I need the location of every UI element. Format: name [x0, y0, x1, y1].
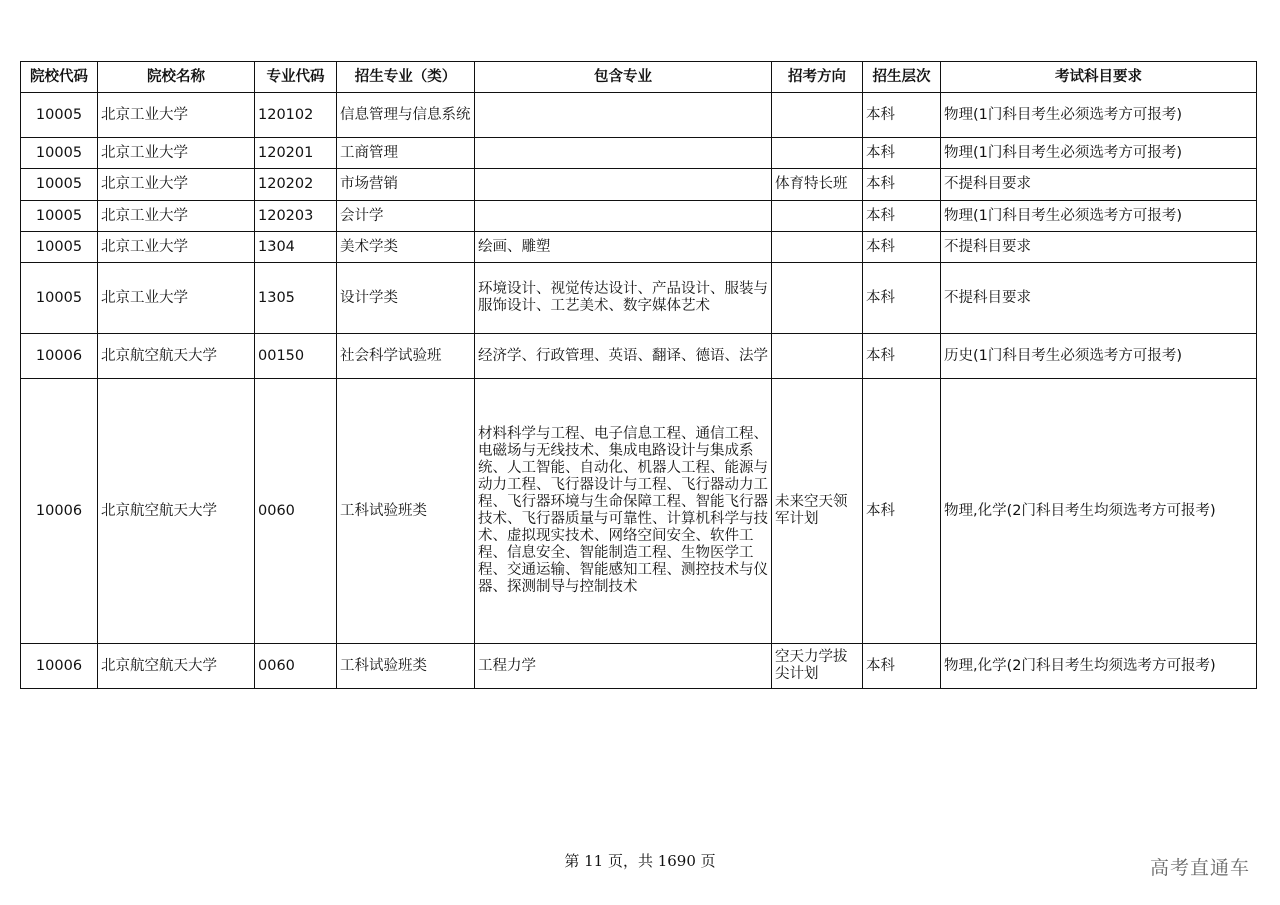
school-name-cell: 北京工业大学	[98, 201, 255, 232]
major-category-cell: 工科试验班类	[337, 379, 475, 644]
major-code-cell: 1304	[255, 232, 337, 263]
school-code-cell: 10006	[21, 379, 98, 644]
major-code-cell: 120203	[255, 201, 337, 232]
school-code-cell: 10005	[21, 93, 98, 138]
major-category-cell: 会计学	[337, 201, 475, 232]
level-cell: 本科	[863, 379, 941, 644]
level-cell: 本科	[863, 93, 941, 138]
major-category-cell: 工商管理	[337, 138, 475, 169]
major-category-cell: 信息管理与信息系统	[337, 93, 475, 138]
major-code-cell: 00150	[255, 334, 337, 379]
header-school-code: 院校代码	[21, 62, 98, 93]
direction-cell: 体育特长班	[772, 169, 863, 201]
school-name-cell: 北京航空航天大学	[98, 334, 255, 379]
school-code-cell: 10005	[21, 201, 98, 232]
level-cell: 本科	[863, 169, 941, 201]
table-row	[21, 201, 1257, 232]
major-category-cell: 美术学类	[337, 232, 475, 263]
major-code-cell: 0060	[255, 644, 337, 689]
school-code-cell: 10006	[21, 334, 98, 379]
school-name-cell: 北京航空航天大学	[98, 644, 255, 689]
school-code-cell: 10005	[21, 169, 98, 201]
school-name-cell: 北京航空航天大学	[98, 379, 255, 644]
header-direction: 招考方向	[772, 62, 863, 93]
table-row	[21, 644, 1257, 689]
header-level: 招生层次	[863, 62, 941, 93]
major-category-cell: 设计学类	[337, 263, 475, 334]
direction-cell	[772, 334, 863, 379]
school-name-cell: 北京工业大学	[98, 232, 255, 263]
school-code-cell: 10005	[21, 138, 98, 169]
included-majors-cell	[475, 93, 772, 138]
watermark-text: 高考直通车	[1149, 857, 1250, 879]
included-majors-cell: 经济学、行政管理、英语、翻译、德语、法学	[475, 334, 772, 379]
table-row	[21, 93, 1257, 138]
direction-cell: 空天力学拔尖计划	[772, 644, 863, 689]
included-majors-cell: 工程力学	[475, 644, 772, 689]
header-school-name: 院校名称	[98, 62, 255, 93]
admissions-table	[20, 61, 1257, 689]
level-cell: 本科	[863, 263, 941, 334]
header-included-majors: 包含专业	[475, 62, 772, 93]
table-row	[21, 379, 1257, 644]
major-category-cell: 工科试验班类	[337, 644, 475, 689]
direction-cell: 未来空天领军计划	[772, 379, 863, 644]
included-majors-cell	[475, 169, 772, 201]
subject-requirement-cell: 不提科目要求	[941, 169, 1257, 201]
header-major-category: 招生专业（类）	[337, 62, 475, 93]
direction-cell	[772, 232, 863, 263]
included-majors-cell	[475, 201, 772, 232]
level-cell: 本科	[863, 138, 941, 169]
direction-cell	[772, 201, 863, 232]
major-code-cell: 120201	[255, 138, 337, 169]
school-name-cell: 北京工业大学	[98, 138, 255, 169]
included-majors-cell	[475, 138, 772, 169]
header-row	[21, 62, 1257, 93]
table-row	[21, 138, 1257, 169]
major-code-cell: 120102	[255, 93, 337, 138]
page-number: 第 11 页，共 1690 页	[564, 852, 716, 870]
table-row	[21, 169, 1257, 201]
school-code-cell: 10005	[21, 232, 98, 263]
subject-requirement-cell: 物理,化学(2门科目考生均须选考方可报考)	[941, 379, 1257, 644]
table-row	[21, 232, 1257, 263]
subject-requirement-cell: 不提科目要求	[941, 232, 1257, 263]
school-code-cell: 10005	[21, 263, 98, 334]
direction-cell	[772, 263, 863, 334]
school-name-cell: 北京工业大学	[98, 93, 255, 138]
direction-cell	[772, 93, 863, 138]
subject-requirement-cell: 物理(1门科目考生必须选考方可报考)	[941, 93, 1257, 138]
subject-requirement-cell: 物理,化学(2门科目考生均须选考方可报考)	[941, 644, 1257, 689]
included-majors-cell: 环境设计、视觉传达设计、产品设计、服装与服饰设计、工艺美术、数字媒体艺术	[475, 263, 772, 334]
school-name-cell: 北京工业大学	[98, 169, 255, 201]
major-category-cell: 市场营销	[337, 169, 475, 201]
subject-requirement-cell: 不提科目要求	[941, 263, 1257, 334]
subject-requirement-cell: 物理(1门科目考生必须选考方可报考)	[941, 138, 1257, 169]
school-name-cell: 北京工业大学	[98, 263, 255, 334]
header-major-code: 专业代码	[255, 62, 337, 93]
included-majors-cell: 材料科学与工程、电子信息工程、通信工程、电磁场与无线技术、集成电路设计与集成系统、人工智能、自动化、机器人工程、能源与动力工程、飞行器设计与工程、飞行器动力工程、飞行器环境与生命保障工程、智能飞行器技术、飞行器质量与可靠性、计算机科学与技术、虚拟现实技术、网络空间安全、软件工程、信息安全、智能制造工程、生物医学工程、交通运输、智能感知工程、测控技术与仪器、探测制导与控制技术	[475, 379, 772, 644]
subject-requirement-cell: 物理(1门科目考生必须选考方可报考)	[941, 201, 1257, 232]
major-category-cell: 社会科学试验班	[337, 334, 475, 379]
table-row	[21, 334, 1257, 379]
direction-cell	[772, 138, 863, 169]
major-code-cell: 0060	[255, 379, 337, 644]
level-cell: 本科	[863, 334, 941, 379]
table-row	[21, 263, 1257, 334]
level-cell: 本科	[863, 232, 941, 263]
level-cell: 本科	[863, 644, 941, 689]
level-cell: 本科	[863, 201, 941, 232]
major-code-cell: 120202	[255, 169, 337, 201]
major-code-cell: 1305	[255, 263, 337, 334]
school-code-cell: 10006	[21, 644, 98, 689]
header-subject-requirement: 考试科目要求	[941, 62, 1257, 93]
included-majors-cell: 绘画、雕塑	[475, 232, 772, 263]
subject-requirement-cell: 历史(1门科目考生必须选考方可报考)	[941, 334, 1257, 379]
